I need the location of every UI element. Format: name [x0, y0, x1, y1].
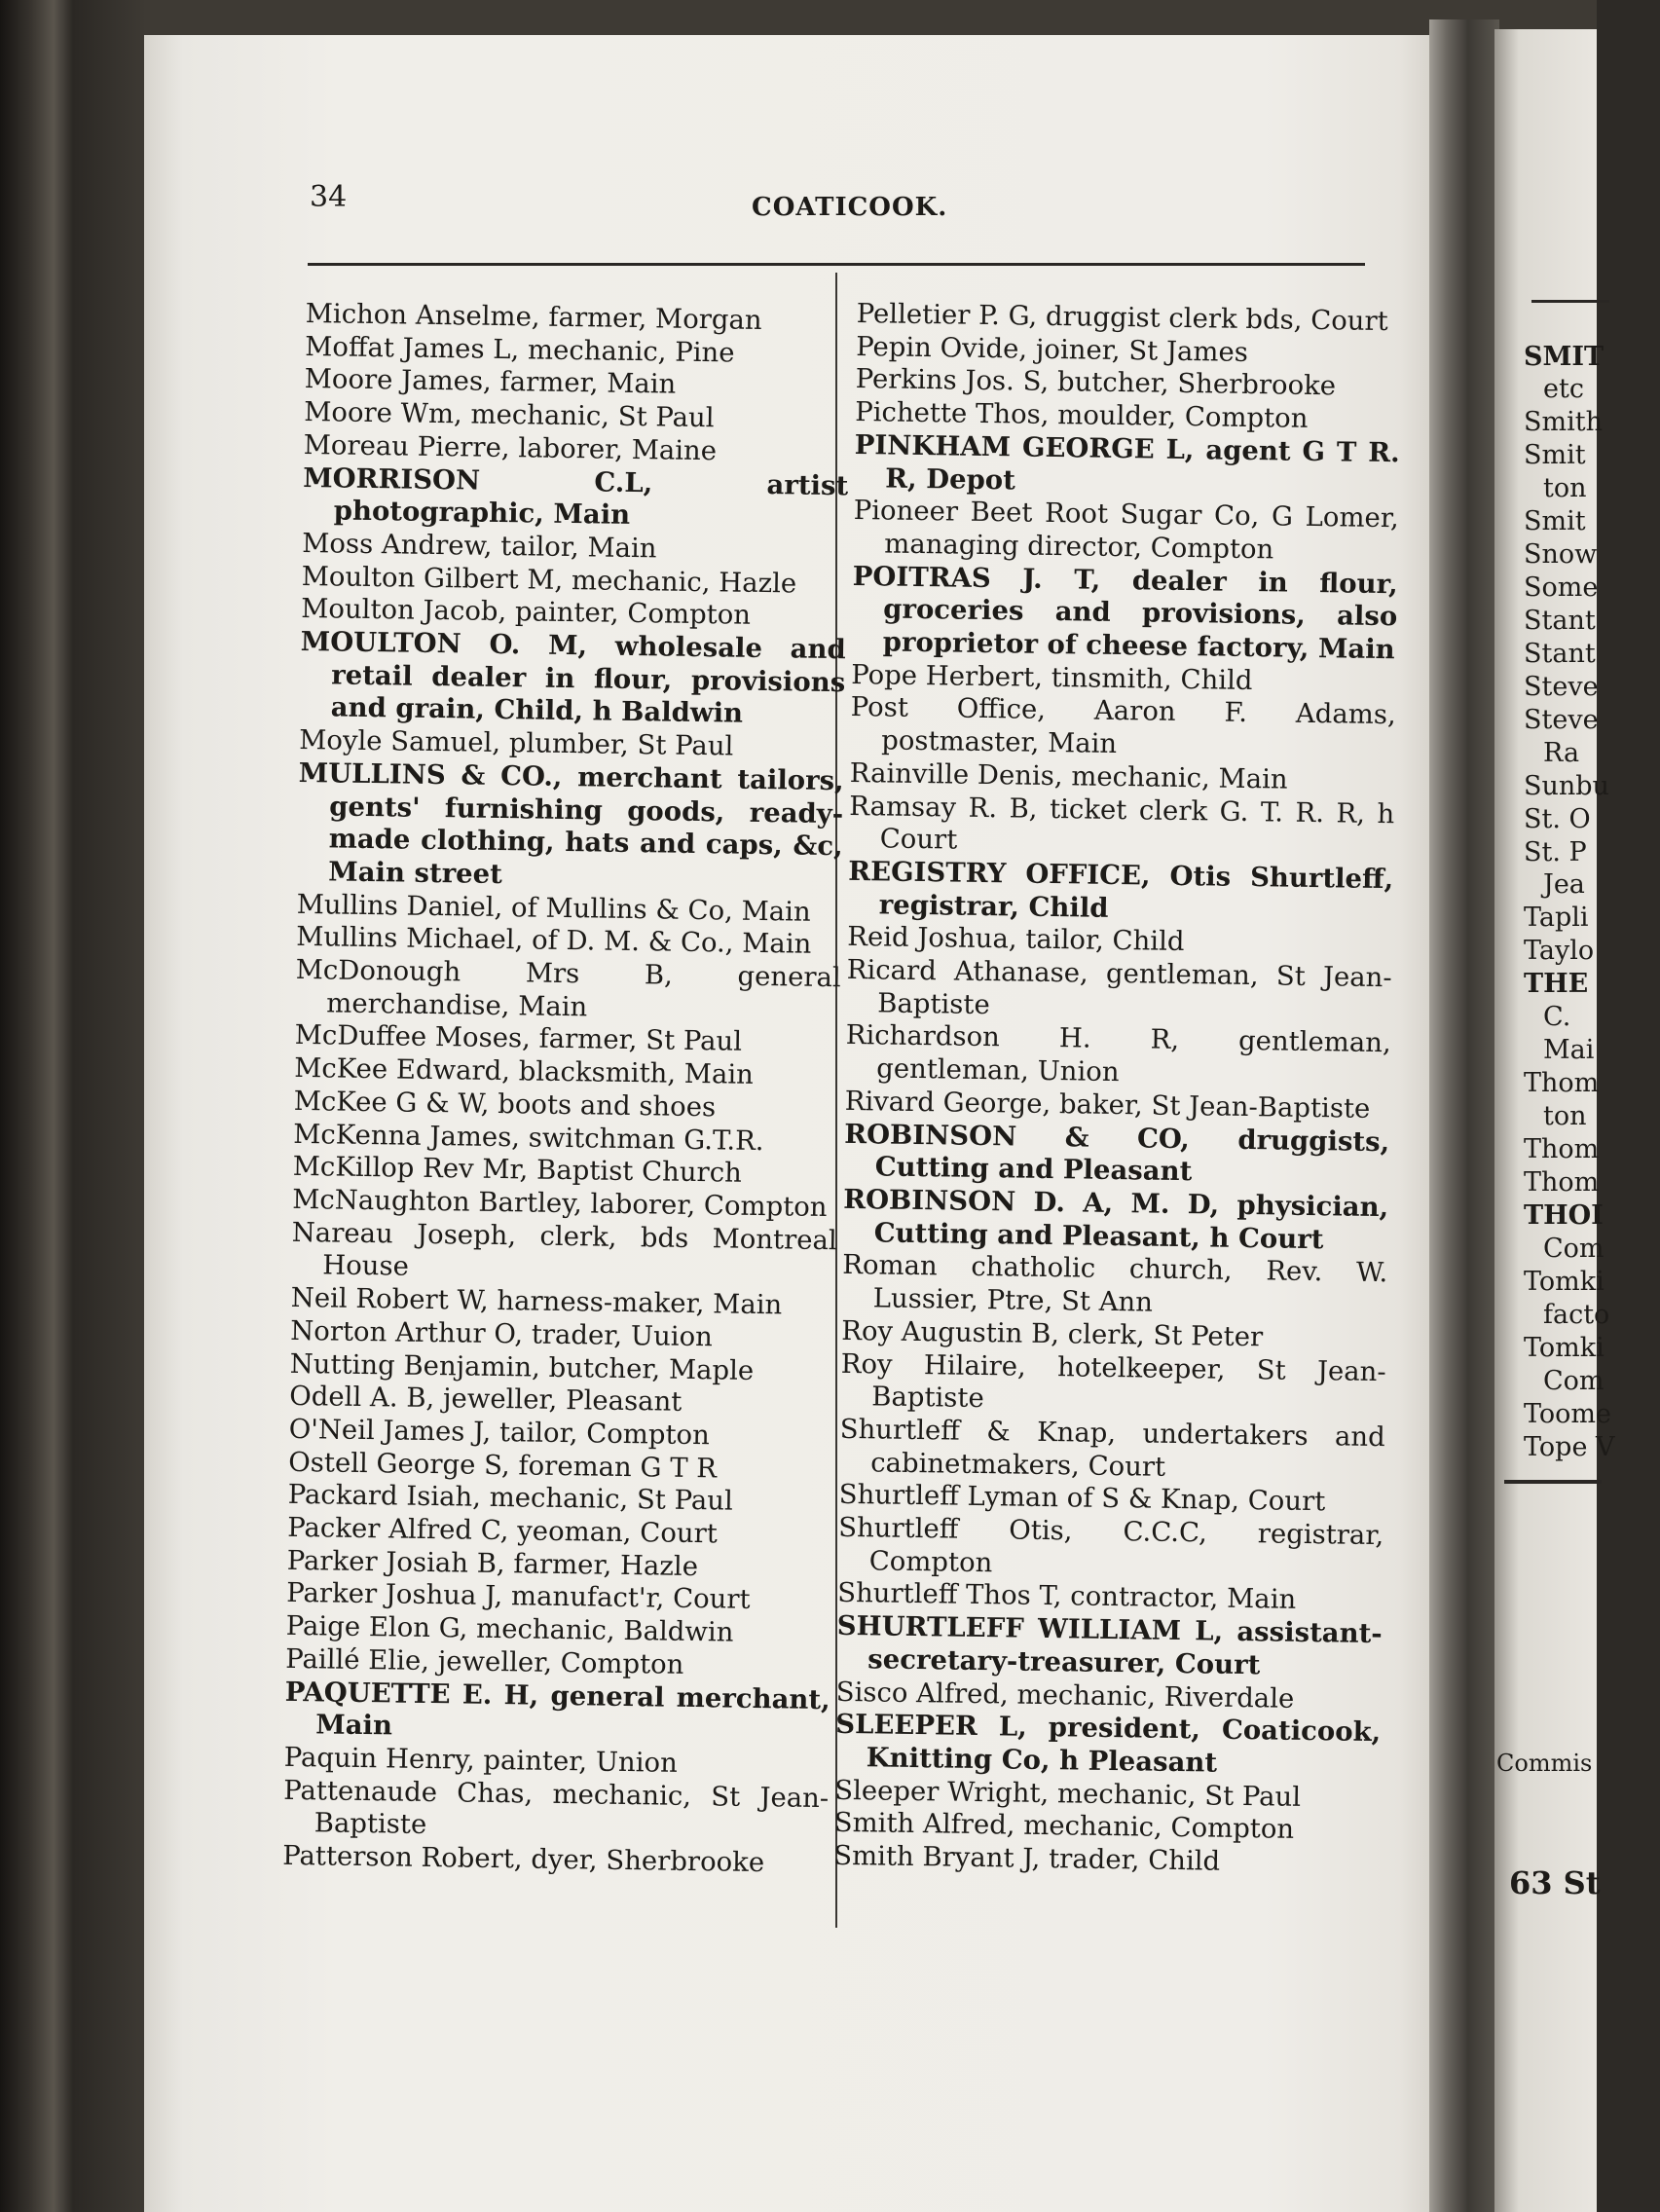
directory-entry: Nareau Joseph, clerk, bds Montreal House — [291, 1216, 837, 1283]
directory-entry: Paquin Henry, painter, Union — [283, 1741, 679, 1779]
directory-entry: McKee Edward, blacksmith, Main — [294, 1052, 755, 1091]
next-page-fragment: Jea — [1543, 869, 1585, 900]
directory-entry: Nutting Benjamin, butcher, Maple — [289, 1347, 755, 1386]
next-page-fragment: Steve — [1524, 705, 1599, 735]
directory-entry: Ostell George S, foreman G T R — [288, 1446, 718, 1485]
next-page-fragment: Com — [1543, 1234, 1605, 1264]
next-page-fragment: Com — [1543, 1366, 1605, 1396]
next-page-fragment: SMIT — [1524, 342, 1605, 372]
directory-entry: Moss Andrew, tailor, Main — [302, 527, 657, 565]
directory-entry: MOULTON O. M, wholesale and retail dealer in flour, provisions and grain, Child, h Baldwin — [300, 625, 846, 730]
next-page-footer-fragment: Commis — [1496, 1750, 1593, 1777]
directory-entry: McDonough Mrs B, general merchandise, Main — [295, 953, 841, 1023]
next-page-fragment: Stant — [1524, 639, 1596, 669]
directory-entry: Moffat James L, mechanic, Pine — [305, 330, 735, 369]
directory-entry: MULLINS & CO., merchant tailors, gents' furnishing goods, ready-made clothing, hats and caps, &c, Main street — [298, 756, 844, 891]
directory-entry: ROBINSON D. A, M. D, physician, Cutting and Pleasant, h Court — [843, 1183, 1389, 1255]
directory-entry: Moulton Jacob, painter, Compton — [301, 593, 752, 632]
directory-entry: Michon Anselme, farmer, Morgan — [305, 298, 762, 336]
next-page-fragment: facto — [1543, 1300, 1610, 1330]
directory-entry: Sisco Alfred, mechanic, Riverdale — [835, 1676, 1295, 1714]
next-page-fragment: THOI — [1524, 1200, 1604, 1231]
directory-entry: Pelletier P. G, druggist clerk bds, Court — [856, 298, 1388, 338]
directory-entry: Norton Arthur O, trader, Uuion — [290, 1314, 714, 1353]
directory-entry: Parker Joshua J, manufact'r, Court — [286, 1577, 751, 1616]
directory-entry: Moyle Samuel, plumber, St Paul — [299, 724, 734, 762]
next-page-fragment: Snow — [1524, 539, 1598, 570]
next-page-fragment: Thom — [1524, 1167, 1600, 1198]
directory-entry: Moore Wm, mechanic, St Paul — [304, 396, 715, 434]
directory-entry: Ramsay R. B, ticket clerk G. T. R. R, h Court — [849, 790, 1395, 856]
directory-entry: McKillop Rev Mr, Baptist Church — [292, 1151, 743, 1190]
next-page-fragment: Thom — [1524, 1068, 1600, 1098]
next-page-fragment: Tope V — [1524, 1432, 1615, 1462]
header-rule — [308, 263, 1365, 266]
directory-entry: Paillé Elie, jeweller, Compton — [285, 1642, 684, 1680]
directory-entry: Pioneer Beet Root Sugar Co, G Lomer, managing director, Compton — [853, 495, 1399, 566]
next-page-fragment: St. P — [1524, 837, 1587, 867]
book-gutter — [1429, 19, 1499, 2212]
directory-entry: SHURTLEFF WILLIAM L, assistant-secretary-treasurer, Court — [836, 1609, 1383, 1681]
directory-entry: McKenna James, switchman G.T.R. — [293, 1118, 764, 1157]
next-page-fragment: ton — [1543, 1101, 1587, 1131]
directory-entry: Roy Augustin B, clerk, St Peter — [841, 1314, 1264, 1353]
directory-entry: SLEEPER L, president, Coaticook, Knitting Co, h Pleasant — [835, 1709, 1382, 1779]
directory-entry: Shurtleff Lyman of S & Knap, Court — [838, 1479, 1326, 1518]
directory-entry: McDuffee Moses, farmer, St Paul — [294, 1019, 743, 1058]
directory-entry: MORRISON C.L, artist photographic, Main — [303, 461, 849, 532]
next-page-fragment: C. — [1543, 1002, 1571, 1032]
directory-entry: Pattenaude Chas, mechanic, St Jean-Baptiste — [283, 1774, 830, 1841]
directory-entry: Reid Joshua, tailor, Child — [847, 921, 1185, 958]
directory-entry: Perkins Jos. S, butcher, Sherbrooke — [855, 363, 1337, 402]
directory-entry: Smith Bryant J, trader, Child — [833, 1839, 1221, 1877]
directory-entry: Moulton Gilbert M, mechanic, Hazle — [301, 560, 797, 600]
directory-entry: Mullins Daniel, of Mullins & Co, Main — [296, 888, 811, 928]
next-page-fragment: Stant — [1524, 606, 1596, 636]
directory-entry: POITRAS J. T, dealer in flour, groceries and provisions, also proprietor of cheese factory, Main — [852, 560, 1398, 666]
directory-entry: Sleeper Wright, mechanic, St Paul — [834, 1774, 1302, 1813]
next-page-fragment: THE — [1524, 969, 1589, 999]
directory-entry: Moore James, farmer, Main — [304, 363, 677, 401]
next-page-fragment: Steve — [1524, 672, 1599, 702]
next-page-fragment: Tapli — [1524, 903, 1589, 933]
next-page-fragment: etc — [1543, 374, 1584, 404]
directory-entry: Odell A. B, jeweller, Pleasant — [289, 1381, 682, 1419]
directory-entry: McKee G & W, boots and shoes — [293, 1085, 717, 1124]
directory-entry: Roman chatholic church, Rev. W. Lussier, Ptre, St Ann — [842, 1249, 1388, 1318]
next-page-fragment: Some — [1524, 572, 1599, 603]
directory-entry: ROBINSON & CO, druggists, Cutting and Pleasant — [844, 1118, 1390, 1188]
directory-entry: Packard Isiah, mechanic, St Paul — [287, 1479, 733, 1517]
directory-entry: Parker Josiah B, farmer, Hazle — [286, 1544, 699, 1582]
directory-entry: Pichette Thos, moulder, Compton — [855, 396, 1309, 434]
directory-entry: PAQUETTE E. H, general merchant, Main — [284, 1676, 830, 1742]
page-number: 34 — [310, 180, 348, 214]
directory-entry: Post Office, Aaron F. Adams, postmaster, Main — [850, 691, 1396, 760]
directory-entry: Smith Alfred, mechanic, Compton — [833, 1807, 1295, 1846]
directory-entry: Shurtleff & Knap, undertakers and cabinetmakers, Court — [839, 1413, 1385, 1483]
next-page-edge — [1494, 29, 1615, 2212]
running-head: COATICOOK. — [752, 193, 948, 222]
next-page-fragment: Sunbu — [1524, 771, 1609, 801]
directory-entry: Packer Alfred C, yeoman, Court — [287, 1511, 719, 1550]
next-page-fragment: Taylo — [1524, 936, 1595, 966]
directory-entry: Paige Elon G, mechanic, Baldwin — [285, 1609, 734, 1648]
next-page-fragment: Mai — [1543, 1035, 1595, 1065]
next-page-fragment: St. O — [1524, 804, 1591, 834]
next-page-fragment: Tomki — [1524, 1333, 1605, 1363]
directory-entry: Shurtleff Otis, C.C.C, registrar, Compton — [838, 1511, 1384, 1578]
directory-entry: Mullins Michael, of D. M. & Co., Main — [296, 921, 812, 961]
next-page-fragment: Ra — [1543, 738, 1580, 768]
next-page-section-rule — [1504, 1480, 1602, 1484]
directory-entry: Richardson H. R, gentleman, gentleman, Union — [845, 1019, 1391, 1088]
next-page-fragment: Thom — [1524, 1134, 1600, 1164]
directory-entry: PINKHAM GEORGE L, agent G T R. R, Depot — [854, 428, 1400, 496]
next-page-fragment: Tomki — [1524, 1267, 1605, 1297]
directory-entry: McNaughton Bartley, laborer, Compton — [292, 1183, 828, 1224]
directory-entry: REGISTRY OFFICE, Otis Shurtleff, registrar, Child — [848, 855, 1394, 924]
directory-entry: Ricard Athanase, gentleman, St Jean-Baptiste — [846, 953, 1392, 1020]
next-page-fragment: ton — [1543, 473, 1587, 503]
directory-entry: Pepin Ovide, joiner, St James — [856, 330, 1249, 368]
directory-entry: Shurtleff Thos T, contractor, Main — [837, 1577, 1297, 1616]
next-page-header-rule — [1531, 300, 1609, 303]
directory-entry: O'Neil James J, tailor, Compton — [288, 1413, 711, 1452]
directory-entry: Rivard George, baker, St Jean-Baptiste — [844, 1085, 1371, 1124]
next-page-fragment: Toome — [1524, 1399, 1612, 1429]
next-page-advert-fragment: 63 St — [1509, 1864, 1601, 1901]
directory-entry: Roy Hilaire, hotelkeeper, St Jean-Baptiste — [840, 1347, 1386, 1415]
right-column — [833, 298, 1402, 1881]
directory-entry: Moreau Pierre, laborer, Maine — [303, 428, 718, 467]
left-column — [282, 298, 851, 1881]
next-page-fragment: Smith — [1524, 407, 1603, 437]
directory-entry: Pope Herbert, tinsmith, Child — [851, 658, 1253, 696]
directory-entry: Patterson Robert, dyer, Sherbrooke — [282, 1839, 765, 1879]
next-page-fragment: Smit — [1524, 506, 1586, 536]
next-page-fragment: Smit — [1524, 440, 1586, 470]
directory-entry: Neil Robert W, harness-maker, Main — [290, 1281, 783, 1321]
directory-entry: Rainville Denis, mechanic, Main — [849, 756, 1288, 795]
